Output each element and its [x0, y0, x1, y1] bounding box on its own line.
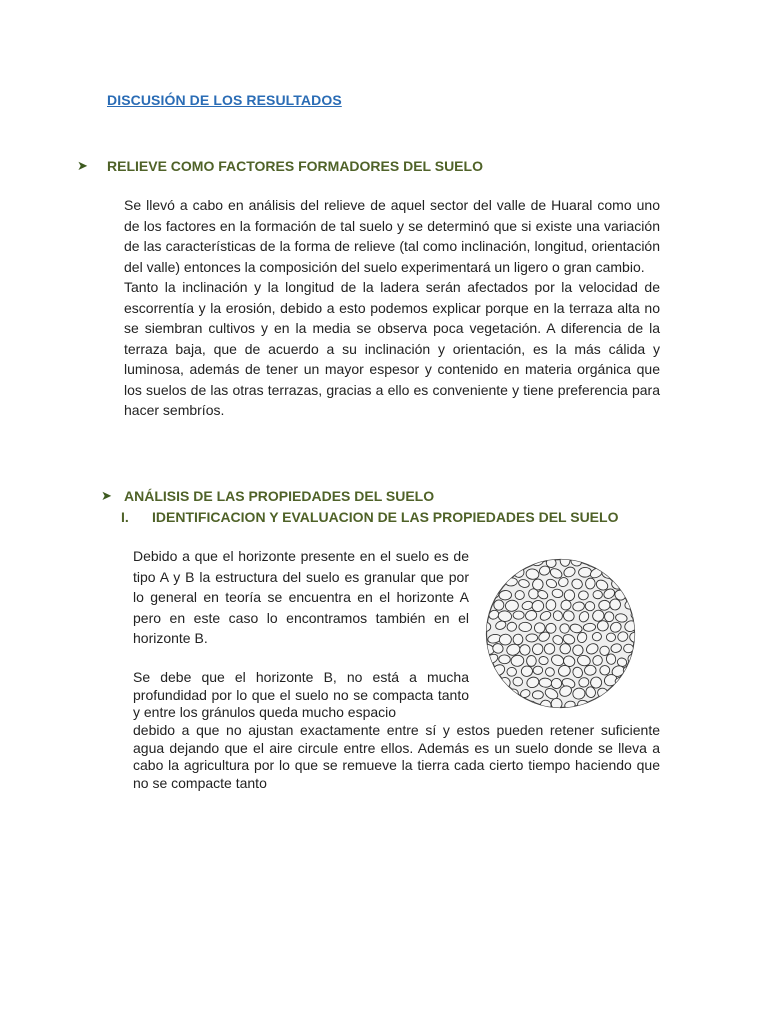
soil-grain	[559, 623, 569, 633]
soil-grain	[499, 590, 512, 600]
arrow-bullet-icon: ➤	[77, 158, 88, 173]
arrow-bullet-icon: ➤	[101, 488, 112, 503]
section1-heading-row	[77, 158, 483, 174]
soil-grain	[599, 665, 610, 675]
section1-paragraph-1: Se llevó a cabo en análisis del relieve de aquel sector del valle de Huaral como uno de los factores en la formación de tal suelo y se determinó que si existe una variación de las características de la forma de relieve (tal como inclinación, longitud, orientación del valle) entonces la composición del suelo experimentará un ligero o gran cambio.	[124, 197, 660, 275]
soil-grain	[526, 655, 536, 666]
soil-grain	[560, 643, 571, 654]
soil-grain	[532, 691, 543, 699]
soil-grain	[494, 600, 504, 610]
section1-heading: RELIEVE COMO FACTORES FORMADORES DEL SUELO	[107, 158, 483, 174]
soil-grain	[513, 611, 524, 619]
section1-paragraph-2: Tanto la inclinación y la longitud de la ladera serán afectados por la velocidad de escorrentía y la erosión, debido a esto podemos explicar porque en la terraza alta no se siembran cultivos y en la media se observa poca vegetación. A diferencia de la terraza baja, que de acuerdo a su inclinación y orientación, es la más cálida y luminosa, además de tener un mayor espesor y contenido en materia orgánica que los suelos de las otras terrazas, gracias a ello es conveniente y tiene preferencia para hacer sembríos.	[124, 279, 660, 418]
soil-grain	[539, 678, 552, 688]
soil-grain	[606, 633, 616, 642]
section1-body	[124, 195, 660, 421]
soil-grain	[624, 644, 634, 653]
subsection-number: I.	[121, 509, 129, 525]
section2-heading: ANÁLISIS DE LAS PROPIEDADES DEL SUELO	[124, 488, 435, 504]
document-title: DISCUSIÓN DE LOS RESULTADOS	[107, 92, 342, 108]
soil-grain	[513, 634, 523, 645]
soil-grain	[499, 655, 511, 664]
subsection-heading-row	[121, 509, 618, 525]
section2-paragraph-1: Debido a que el horizonte presente en el suelo es de tipo A y B la estructura del suelo es granular que por lo general en teoría se encuentra en el horizonte A pero en este caso lo encontramos también en el horizonte B.	[133, 548, 469, 646]
soil-grain	[578, 591, 589, 601]
soil-grain	[551, 678, 562, 688]
soil-grain	[584, 665, 596, 676]
soil-grain	[593, 590, 603, 598]
section2-heading-row	[101, 488, 434, 504]
soil-grain	[519, 622, 532, 631]
section2-paragraph-2-bottom: debido a que no ajustan exactamente entre sí y estos pueden retener suficiente agua dejando que el aire circule entre ellos. Además es un suelo donde se lleva a cabo la agricultura por lo que se remueve la tierra cada cierto tiempo haciendo que no se compacte tanto	[133, 722, 660, 791]
soil-grain	[515, 590, 525, 599]
soil-grain	[599, 646, 609, 656]
soil-grain	[526, 634, 538, 643]
soil-grain	[534, 623, 545, 634]
granular-soil-structure-image	[483, 556, 638, 711]
section2-paragraph-2-top: Se debe que el horizonte B, no está a mucha profundidad por lo que el suelo no se compacta tanto y entre los gránulos queda mucho espacio	[133, 669, 469, 720]
subsection-heading: IDENTIFICACION Y EVALUACION DE LAS PROPIEDADES DEL SUELO	[152, 509, 619, 525]
soil-grain	[507, 667, 517, 676]
soil-grain	[578, 567, 591, 577]
